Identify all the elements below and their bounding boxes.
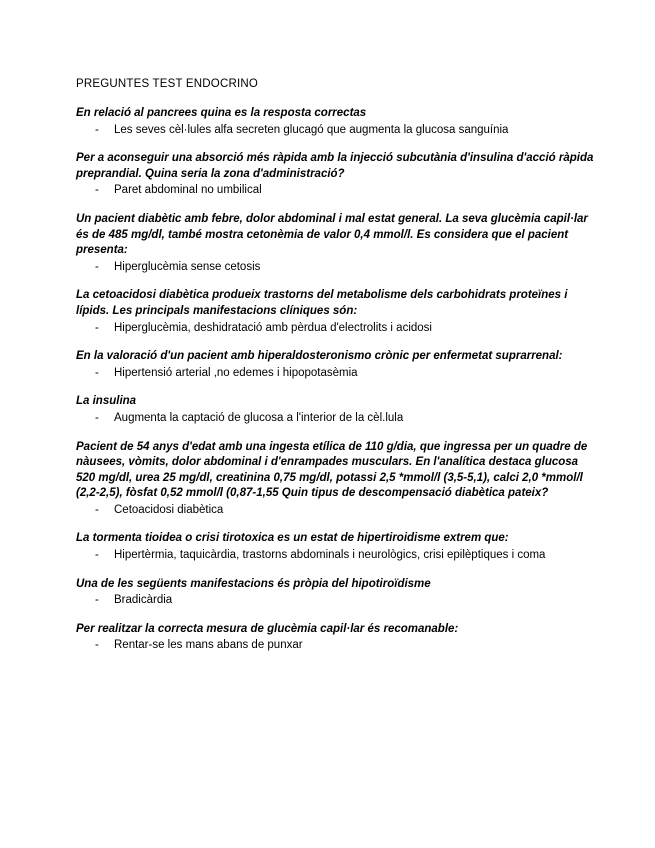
- qa-item: [76, 394, 596, 426]
- answer-text: Hipertensió arterial ,no edemes i hipopotasèmia: [114, 366, 358, 379]
- qa-item: [76, 531, 596, 563]
- answer-item: [76, 321, 596, 337]
- list-dash: -: [95, 549, 99, 562]
- qa-item: [76, 440, 596, 519]
- question-text: Pacient de 54 anys d'edat amb una ingesta etílica de 110 g/dia, que ingressa per un quadre de nàusees, vòmits, dolor abdominal i d'enrampades musculars. En l'analítica destaca glucosa 520 mg/dl, urea 25 mg/dl, creatinina 0,75 mg/dl, potassi 2,5 *mmol/l (3,5-5,1), calci 2,0 *mmol/l (2,2-2,5), fòsfat 0,52 mmol/l (0,87-1,55 Quin tipus de descompensació diabètica pateix?: [76, 440, 588, 500]
- answer-item: [76, 548, 596, 564]
- answer-text: Hiperglucèmia, deshidratació amb pèrdua d'electrolits i acidosi: [114, 321, 432, 334]
- qa-item: [76, 349, 596, 381]
- list-dash: -: [95, 321, 99, 334]
- list-dash: -: [95, 184, 99, 197]
- answer-item: [76, 183, 596, 199]
- answer-text: Paret abdominal no umbilical: [114, 184, 262, 197]
- list-dash: -: [95, 123, 99, 136]
- list-dash: -: [95, 411, 99, 424]
- qa-item: [76, 151, 596, 199]
- question-text: La tormenta tioidea o crisi tirotoxica es un estat de hipertiroidisme extrem que:: [76, 532, 509, 545]
- answer-item: [76, 593, 596, 609]
- question-text: Per realitzar la correcta mesura de glucèmia capil·lar és recomanable:: [76, 622, 459, 635]
- qa-item: [76, 622, 596, 654]
- question-text: En relació al pancrees quina es la resposta correctas: [76, 107, 367, 119]
- question-text: Per a aconseguir una absorció més ràpida amb la injecció subcutània d'insulina d'acció ràpida preprandial. Quina seria la zona d'administració?: [76, 152, 594, 180]
- answer-item: [76, 411, 596, 427]
- list-dash: -: [95, 594, 99, 607]
- question-text: Una de les següents manifestacions és pròpia del hipotiroïdisme: [76, 577, 431, 590]
- question-text: La insulina: [76, 395, 137, 408]
- qa-item: [76, 288, 596, 336]
- qa-item: [76, 577, 596, 609]
- answer-text: Cetoacidosi diabètica: [114, 503, 224, 516]
- qa-item: [76, 106, 596, 138]
- answer-text: Les seves cèl·lules alfa secreten glucagó que augmenta la glucosa sanguínia: [114, 123, 509, 136]
- document-page: [76, 78, 596, 667]
- document-title: PREGUNTES TEST ENDOCRINO: [76, 78, 259, 90]
- answer-text: Augmenta la captació de glucosa a l'interior de la cèl.lula: [114, 411, 404, 424]
- answer-item: [76, 260, 596, 276]
- answer-item: [76, 638, 596, 654]
- question-text: La cetoacidosi diabètica produeix trastorns del metabolisme dels carbohidrats proteïnes i lípids. Les principals manifestacions clíniques són:: [76, 289, 568, 317]
- answer-item: [76, 123, 596, 139]
- answer-item: [76, 503, 596, 519]
- answer-text: Hiperglucèmia sense cetosis: [114, 260, 261, 273]
- list-dash: -: [95, 366, 99, 379]
- question-text: Un pacient diabètic amb febre, dolor abdominal i mal estat general. La seva glucèmia capil·lar és de 485 mg/dl, també mostra cetonèmia de valor 0,4 mmol/l. Es considera que el pacient presenta:: [76, 212, 588, 257]
- answer-text: Bradicàrdia: [114, 594, 173, 607]
- question-text: En la valoració d'un pacient amb hiperaldosteronismo crònic per enfermetat suprarrenal:: [76, 350, 563, 363]
- answer-text: Hipertèrmia, taquicàrdia, trastorns abdominals i neurològics, crisi epilèptiques i coma: [114, 549, 546, 562]
- list-dash: -: [95, 503, 99, 516]
- answer-item: [76, 366, 596, 382]
- qa-item: [76, 212, 596, 275]
- list-dash: -: [95, 639, 99, 652]
- answer-text: Rentar-se les mans abans de punxar: [114, 639, 303, 652]
- list-dash: -: [95, 260, 99, 273]
